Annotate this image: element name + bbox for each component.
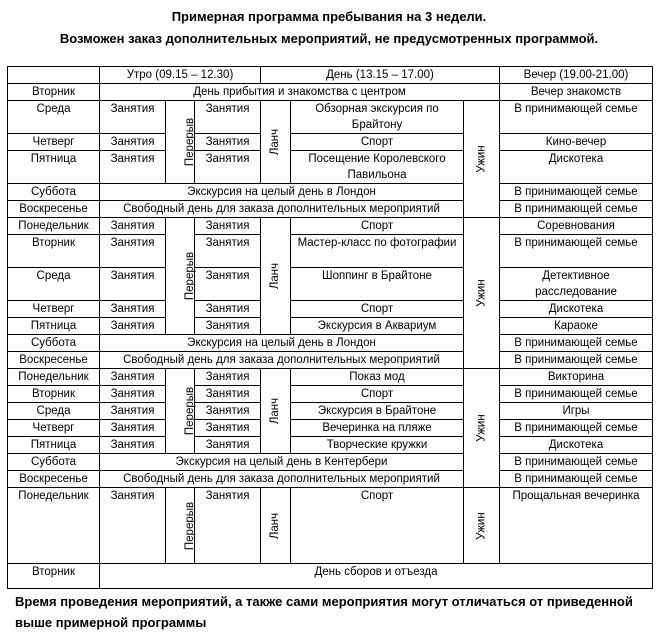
classes-cell: Занятия: [100, 235, 166, 268]
table-row: [8, 403, 653, 420]
classes-cell: Занятия: [195, 420, 261, 437]
table-row: [8, 134, 653, 151]
day-cell: Воскресенье: [8, 471, 100, 488]
table-row: [8, 335, 653, 352]
classes-cell: Занятия: [195, 151, 261, 184]
table-row: [8, 218, 653, 235]
afternoon-cell: Экскурсия в Брайтоне: [291, 403, 464, 420]
header-morning: Утро (09.15 – 12.30): [100, 67, 261, 84]
table-row: [8, 151, 653, 184]
day-cell: Воскресенье: [8, 352, 100, 369]
day-cell: Вторник: [8, 564, 100, 589]
table-row: [8, 564, 653, 589]
table-row: [8, 369, 653, 386]
classes-cell: Занятия: [100, 420, 166, 437]
afternoon-cell: Шоппинг в Брайтоне: [291, 268, 464, 301]
classes-cell: Занятия: [195, 268, 261, 301]
classes-cell: Занятия: [100, 134, 166, 151]
classes-cell: Занятия: [195, 369, 261, 386]
dinner-label: Ужин: [475, 511, 488, 540]
classes-cell: Занятия: [195, 134, 261, 151]
schedule-table: [7, 66, 653, 589]
classes-cell: Занятия: [100, 301, 166, 318]
classes-cell: Занятия: [195, 318, 261, 335]
evening-cell: Игры: [500, 403, 653, 420]
day-cell: Четверг: [8, 420, 100, 437]
break-label: Перерыв: [184, 501, 197, 550]
classes-cell: Занятия: [100, 101, 166, 134]
break-cell: [166, 369, 195, 454]
evening-cell: Дискотека: [500, 151, 653, 184]
day-cell: Понедельник: [8, 218, 100, 235]
evening-cell: В принимающей семье: [500, 420, 653, 437]
classes-cell: Занятия: [100, 437, 166, 454]
evening-cell: Соревнования: [500, 218, 653, 235]
classes-cell: Занятия: [195, 386, 261, 403]
day-cell: Пятница: [8, 151, 100, 184]
evening-cell: В принимающей семье: [500, 454, 653, 471]
lunch-label: Ланч: [269, 397, 282, 425]
page-title: Примерная программа пребывания на 3 недели.: [171, 9, 487, 24]
header-day: [8, 67, 100, 84]
table-row: [8, 437, 653, 454]
day-cell: Вторник: [8, 386, 100, 403]
day-cell: Среда: [8, 268, 100, 301]
header-row: [8, 67, 653, 84]
afternoon-cell: Спорт: [291, 301, 464, 318]
dinner-label: Ужин: [475, 145, 488, 173]
table-row: [8, 268, 653, 301]
evening-cell: Дискотека: [500, 437, 653, 454]
evening-cell: Кино-вечер: [500, 134, 653, 151]
classes-cell: Занятия: [100, 218, 166, 235]
break-cell: [166, 218, 195, 335]
full-day-cell: День прибытия и знакомства с центром: [100, 84, 500, 101]
classes-cell: Занятия: [100, 268, 166, 301]
afternoon-cell: Посещение Королевского Павильона: [291, 151, 464, 184]
afternoon-cell: Спорт: [291, 134, 464, 151]
evening-cell: Вечер знакомств: [500, 84, 653, 101]
lunch-label: Ланч: [269, 262, 282, 290]
table-row: [8, 235, 653, 268]
full-day-cell: Экскурсия на целый день в Лондон: [100, 184, 464, 201]
lunch-label: Ланч: [269, 128, 282, 156]
classes-cell: Занятия: [195, 101, 261, 134]
classes-cell: Занятия: [100, 318, 166, 335]
day-cell: Вторник: [8, 84, 100, 101]
dinner-cell: [464, 218, 500, 369]
classes-cell: Занятия: [195, 235, 261, 268]
table-row: [8, 471, 653, 488]
break-label: Перерыв: [184, 386, 197, 436]
table-row: [8, 301, 653, 318]
day-cell: Понедельник: [8, 488, 100, 564]
lunch-cell: [261, 488, 291, 564]
evening-cell: В принимающей семье: [500, 235, 653, 268]
evening-cell: В принимающей семье: [500, 201, 653, 218]
evening-cell: В принимающей семье: [500, 101, 653, 134]
day-cell: Понедельник: [8, 369, 100, 386]
table-row: [8, 420, 653, 437]
header-day-time: День (13.15 – 17.00): [261, 67, 500, 84]
classes-cell: Занятия: [100, 386, 166, 403]
full-day-cell: Свободный день для заказа дополнительных мероприятий: [100, 352, 464, 369]
break-cell: [166, 488, 195, 564]
header-evening: Вечер (19.00-21.00): [500, 67, 653, 84]
day-cell: Пятница: [8, 437, 100, 454]
table-row: [8, 488, 653, 564]
evening-cell: Дискотека: [500, 301, 653, 318]
day-cell: Суббота: [8, 335, 100, 352]
evening-cell: Прощальная вечеринка: [500, 488, 653, 564]
table-row: [8, 352, 653, 369]
full-day-cell: Экскурсия на целый день в Лондон: [100, 335, 464, 352]
day-cell: Четверг: [8, 134, 100, 151]
page-subtitle: Возможен заказ дополнительных мероприятий, не предусмотренных программой.: [59, 31, 599, 46]
classes-cell: Занятия: [100, 488, 166, 564]
classes-cell: Занятия: [195, 218, 261, 235]
lunch-cell: [261, 369, 291, 454]
dinner-cell: [464, 488, 500, 564]
table-row: [8, 318, 653, 335]
full-day-cell: Свободный день для заказа дополнительных мероприятий: [100, 201, 464, 218]
day-cell: Среда: [8, 403, 100, 420]
evening-cell: В принимающей семье: [500, 471, 653, 488]
afternoon-cell: Спорт: [291, 218, 464, 235]
day-cell: Воскресенье: [8, 201, 100, 218]
full-day-cell: Свободный день для заказа дополнительных мероприятий: [100, 471, 464, 488]
classes-cell: Занятия: [100, 403, 166, 420]
classes-cell: Занятия: [195, 437, 261, 454]
lunch-label: Ланч: [269, 512, 282, 539]
dinner-label: Ужин: [475, 279, 488, 307]
lunch-cell: [261, 218, 291, 335]
table-row: [8, 184, 653, 201]
full-day-cell: День сборов и отъезда: [100, 564, 653, 589]
table-row: [8, 454, 653, 471]
afternoon-cell: Творческие кружки: [291, 437, 464, 454]
afternoon-cell: Мастер-класс по фотографии: [291, 235, 464, 268]
table-row: [8, 101, 653, 134]
day-cell: Суббота: [8, 184, 100, 201]
table-row: [8, 84, 653, 101]
day-cell: Суббота: [8, 454, 100, 471]
afternoon-cell: Спорт: [291, 488, 464, 564]
evening-cell: В принимающей семье: [500, 386, 653, 403]
evening-cell: Караоке: [500, 318, 653, 335]
day-cell: Четверг: [8, 301, 100, 318]
evening-cell: В принимающей семье: [500, 335, 653, 352]
table-row: [8, 201, 653, 218]
classes-cell: Занятия: [195, 403, 261, 420]
evening-cell: В принимающей семье: [500, 184, 653, 201]
table-row: [8, 386, 653, 403]
day-cell: Среда: [8, 101, 100, 134]
afternoon-cell: Спорт: [291, 386, 464, 403]
afternoon-cell: Показ мод: [291, 369, 464, 386]
classes-cell: Занятия: [100, 151, 166, 184]
day-cell: Пятница: [8, 318, 100, 335]
classes-cell: Занятия: [195, 301, 261, 318]
evening-cell: Детективное расследование: [500, 268, 653, 301]
dinner-cell: [464, 101, 500, 218]
afternoon-cell: Вечеринка на пляже: [291, 420, 464, 437]
footer-note: Время проведения мероприятий, а также сами мероприятия могут отличаться от приведенной выше примерной программы: [15, 594, 633, 630]
dinner-label: Ужин: [475, 414, 488, 442]
break-label: Перерыв: [184, 251, 197, 301]
classes-cell: Занятия: [100, 369, 166, 386]
afternoon-cell: Обзорная экскурсия по Брайтону: [291, 101, 464, 134]
afternoon-cell: Экскурсия в Аквариум: [291, 318, 464, 335]
dinner-cell: [464, 369, 500, 488]
evening-cell: В принимающей семье: [500, 352, 653, 369]
break-label: Перерыв: [184, 117, 197, 167]
full-day-cell: Экскурсия на целый день в Кентербери: [100, 454, 464, 471]
evening-cell: Викторина: [500, 369, 653, 386]
break-cell: [166, 101, 195, 184]
day-cell: Вторник: [8, 235, 100, 268]
classes-cell: Занятия: [195, 488, 261, 564]
lunch-cell: [261, 101, 291, 184]
